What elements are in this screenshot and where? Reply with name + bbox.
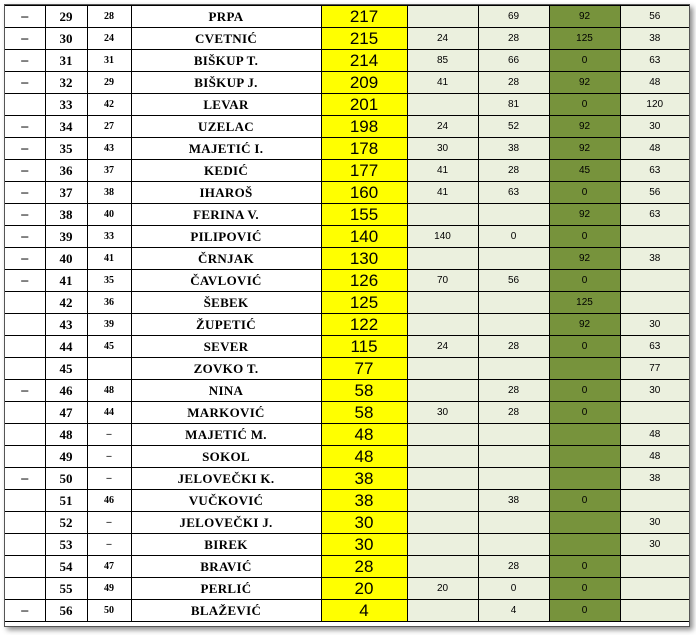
previous-position-cell: 28 xyxy=(87,6,131,28)
table-row xyxy=(5,336,689,358)
round-4-points-cell: 30 xyxy=(620,512,689,534)
table-row xyxy=(5,28,689,50)
previous-position-cell: 42 xyxy=(87,94,131,116)
position-cell: 37 xyxy=(45,182,87,204)
total-points-cell: 38 xyxy=(321,490,407,512)
round-1-points-cell: 41 xyxy=(407,160,478,182)
total-points-cell: 58 xyxy=(321,380,407,402)
total-points-cell: 177 xyxy=(321,160,407,182)
total-points-cell: 48 xyxy=(321,424,407,446)
total-points-cell: 115 xyxy=(321,336,407,358)
round-2-points-cell: 38 xyxy=(478,138,549,160)
trend-cell xyxy=(5,336,45,358)
round-2-points-cell xyxy=(478,292,549,314)
round-3-points-cell: 0 xyxy=(549,402,620,424)
round-3-points-cell: 92 xyxy=(549,204,620,226)
total-points-cell: 198 xyxy=(321,116,407,138)
position-cell: 47 xyxy=(45,402,87,424)
trend-cell xyxy=(5,534,45,556)
previous-position-cell: – xyxy=(87,424,131,446)
total-points-cell: 214 xyxy=(321,50,407,72)
table-row xyxy=(5,204,689,226)
round-1-points-cell: 70 xyxy=(407,270,478,292)
standings-table xyxy=(5,5,689,622)
player-name-cell: KEDIĆ xyxy=(131,160,321,182)
round-2-points-cell: 69 xyxy=(478,6,549,28)
position-cell: 44 xyxy=(45,336,87,358)
round-1-points-cell: 85 xyxy=(407,50,478,72)
table-row xyxy=(5,534,689,556)
round-3-points-cell: 0 xyxy=(549,270,620,292)
trend-cell: – xyxy=(5,204,45,226)
trend-cell: – xyxy=(5,28,45,50)
round-3-points-cell: 0 xyxy=(549,600,620,622)
round-4-points-cell: 120 xyxy=(620,94,689,116)
trend-cell xyxy=(5,292,45,314)
position-cell: 49 xyxy=(45,446,87,468)
round-4-points-cell: 63 xyxy=(620,160,689,182)
round-1-points-cell xyxy=(407,512,478,534)
round-3-points-cell: 0 xyxy=(549,578,620,600)
player-name-cell: ŠEBEK xyxy=(131,292,321,314)
round-4-points-cell xyxy=(620,402,689,424)
round-3-points-cell xyxy=(549,446,620,468)
round-3-points-cell: 92 xyxy=(549,6,620,28)
previous-position-cell: 39 xyxy=(87,314,131,336)
round-1-points-cell xyxy=(407,534,478,556)
round-2-points-cell xyxy=(478,204,549,226)
position-cell: 34 xyxy=(45,116,87,138)
round-3-points-cell: 0 xyxy=(549,380,620,402)
player-name-cell: JELOVEČKI K. xyxy=(131,468,321,490)
round-1-points-cell: 24 xyxy=(407,336,478,358)
total-points-cell: 215 xyxy=(321,28,407,50)
player-name-cell: MAJETIĆ M. xyxy=(131,424,321,446)
trend-cell xyxy=(5,556,45,578)
round-2-points-cell xyxy=(478,248,549,270)
round-4-points-cell xyxy=(620,292,689,314)
player-name-cell: IHAROŠ xyxy=(131,182,321,204)
round-3-points-cell: 92 xyxy=(549,314,620,336)
total-points-cell: 201 xyxy=(321,94,407,116)
player-name-cell: JELOVEČKI J. xyxy=(131,512,321,534)
table-row xyxy=(5,556,689,578)
round-3-points-cell: 0 xyxy=(549,94,620,116)
total-points-cell: 178 xyxy=(321,138,407,160)
table-row xyxy=(5,512,689,534)
table-row xyxy=(5,380,689,402)
round-1-points-cell xyxy=(407,468,478,490)
table-row xyxy=(5,182,689,204)
round-3-points-cell: 0 xyxy=(549,490,620,512)
round-2-points-cell xyxy=(478,534,549,556)
table-row xyxy=(5,6,689,28)
round-4-points-cell: 48 xyxy=(620,446,689,468)
total-points-cell: 38 xyxy=(321,468,407,490)
round-3-points-cell xyxy=(549,534,620,556)
round-2-points-cell: 0 xyxy=(478,578,549,600)
trend-cell xyxy=(5,94,45,116)
previous-position-cell xyxy=(87,358,131,380)
round-4-points-cell: 77 xyxy=(620,358,689,380)
round-4-points-cell: 56 xyxy=(620,6,689,28)
round-3-points-cell xyxy=(549,512,620,534)
position-cell: 33 xyxy=(45,94,87,116)
trend-cell: – xyxy=(5,116,45,138)
round-3-points-cell xyxy=(549,424,620,446)
round-3-points-cell: 0 xyxy=(549,336,620,358)
round-2-points-cell: 66 xyxy=(478,50,549,72)
round-2-points-cell xyxy=(478,358,549,380)
round-4-points-cell xyxy=(620,270,689,292)
trend-cell: – xyxy=(5,270,45,292)
previous-position-cell: 38 xyxy=(87,182,131,204)
round-3-points-cell: 0 xyxy=(549,182,620,204)
previous-position-cell: 29 xyxy=(87,72,131,94)
table-row xyxy=(5,490,689,512)
total-points-cell: 155 xyxy=(321,204,407,226)
player-name-cell: BIŠKUP T. xyxy=(131,50,321,72)
previous-position-cell: 40 xyxy=(87,204,131,226)
round-4-points-cell: 48 xyxy=(620,138,689,160)
trend-cell xyxy=(5,424,45,446)
table-row xyxy=(5,424,689,446)
position-cell: 36 xyxy=(45,160,87,182)
previous-position-cell: 50 xyxy=(87,600,131,622)
table-row xyxy=(5,94,689,116)
round-3-points-cell: 0 xyxy=(549,226,620,248)
previous-position-cell: 35 xyxy=(87,270,131,292)
player-name-cell: FERINA V. xyxy=(131,204,321,226)
trend-cell: – xyxy=(5,50,45,72)
previous-position-cell: 36 xyxy=(87,292,131,314)
trend-cell: – xyxy=(5,600,45,622)
round-2-points-cell: 4 xyxy=(478,600,549,622)
player-name-cell: LEVAR xyxy=(131,94,321,116)
player-name-cell: MAJETIĆ I. xyxy=(131,138,321,160)
player-name-cell: BLAŽEVIĆ xyxy=(131,600,321,622)
position-cell: 53 xyxy=(45,534,87,556)
round-4-points-cell: 63 xyxy=(620,50,689,72)
round-2-points-cell xyxy=(478,314,549,336)
round-1-points-cell xyxy=(407,490,478,512)
round-2-points-cell: 28 xyxy=(478,380,549,402)
total-points-cell: 4 xyxy=(321,600,407,622)
player-name-cell: BRAVIĆ xyxy=(131,556,321,578)
round-1-points-cell: 30 xyxy=(407,138,478,160)
player-name-cell: SOKOL xyxy=(131,446,321,468)
round-3-points-cell: 92 xyxy=(549,138,620,160)
round-4-points-cell: 38 xyxy=(620,248,689,270)
table-row xyxy=(5,446,689,468)
table-row xyxy=(5,600,689,622)
table-row xyxy=(5,468,689,490)
round-4-points-cell: 30 xyxy=(620,314,689,336)
total-points-cell: 125 xyxy=(321,292,407,314)
previous-position-cell: 47 xyxy=(87,556,131,578)
round-2-points-cell: 28 xyxy=(478,336,549,358)
round-4-points-cell: 38 xyxy=(620,468,689,490)
standings-frame xyxy=(4,4,690,627)
previous-position-cell: 44 xyxy=(87,402,131,424)
player-name-cell: VUČKOVIĆ xyxy=(131,490,321,512)
player-name-cell: CVETNIĆ xyxy=(131,28,321,50)
position-cell: 31 xyxy=(45,50,87,72)
total-points-cell: 209 xyxy=(321,72,407,94)
round-4-points-cell: 63 xyxy=(620,336,689,358)
round-4-points-cell xyxy=(620,490,689,512)
trend-cell: – xyxy=(5,138,45,160)
trend-cell xyxy=(5,446,45,468)
round-2-points-cell xyxy=(478,512,549,534)
total-points-cell: 30 xyxy=(321,534,407,556)
total-points-cell: 30 xyxy=(321,512,407,534)
trend-cell: – xyxy=(5,380,45,402)
position-cell: 48 xyxy=(45,424,87,446)
round-3-points-cell: 92 xyxy=(549,116,620,138)
round-2-points-cell: 28 xyxy=(478,28,549,50)
trend-cell: – xyxy=(5,248,45,270)
round-1-points-cell: 41 xyxy=(407,182,478,204)
player-name-cell: ŽUPETIĆ xyxy=(131,314,321,336)
round-2-points-cell: 81 xyxy=(478,94,549,116)
previous-position-cell: – xyxy=(87,446,131,468)
total-points-cell: 122 xyxy=(321,314,407,336)
round-4-points-cell xyxy=(620,556,689,578)
trend-cell xyxy=(5,358,45,380)
round-2-points-cell xyxy=(478,468,549,490)
round-4-points-cell: 48 xyxy=(620,424,689,446)
round-2-points-cell: 28 xyxy=(478,402,549,424)
trend-cell: – xyxy=(5,182,45,204)
trend-cell xyxy=(5,314,45,336)
trend-cell xyxy=(5,490,45,512)
round-2-points-cell: 56 xyxy=(478,270,549,292)
previous-position-cell: 37 xyxy=(87,160,131,182)
round-3-points-cell: 92 xyxy=(549,72,620,94)
trend-cell xyxy=(5,402,45,424)
position-cell: 42 xyxy=(45,292,87,314)
round-4-points-cell: 63 xyxy=(620,204,689,226)
round-3-points-cell: 45 xyxy=(549,160,620,182)
round-2-points-cell: 38 xyxy=(478,490,549,512)
previous-position-cell: 27 xyxy=(87,116,131,138)
previous-position-cell: 45 xyxy=(87,336,131,358)
table-row xyxy=(5,292,689,314)
trend-cell: – xyxy=(5,468,45,490)
table-row xyxy=(5,402,689,424)
round-4-points-cell: 30 xyxy=(620,380,689,402)
trend-cell xyxy=(5,512,45,534)
position-cell: 40 xyxy=(45,248,87,270)
position-cell: 39 xyxy=(45,226,87,248)
round-2-points-cell: 28 xyxy=(478,160,549,182)
round-1-points-cell xyxy=(407,204,478,226)
player-name-cell: ČAVLOVIĆ xyxy=(131,270,321,292)
table-row xyxy=(5,358,689,380)
round-4-points-cell xyxy=(620,600,689,622)
position-cell: 29 xyxy=(45,6,87,28)
position-cell: 38 xyxy=(45,204,87,226)
position-cell: 35 xyxy=(45,138,87,160)
round-4-points-cell xyxy=(620,226,689,248)
trend-cell xyxy=(5,578,45,600)
round-2-points-cell: 52 xyxy=(478,116,549,138)
previous-position-cell: – xyxy=(87,512,131,534)
table-row xyxy=(5,270,689,292)
position-cell: 46 xyxy=(45,380,87,402)
total-points-cell: 48 xyxy=(321,446,407,468)
round-3-points-cell xyxy=(549,468,620,490)
round-1-points-cell: 30 xyxy=(407,402,478,424)
previous-position-cell: 31 xyxy=(87,50,131,72)
previous-position-cell: 33 xyxy=(87,226,131,248)
total-points-cell: 217 xyxy=(321,6,407,28)
total-points-cell: 140 xyxy=(321,226,407,248)
player-name-cell: SEVER xyxy=(131,336,321,358)
round-1-points-cell xyxy=(407,380,478,402)
round-3-points-cell: 0 xyxy=(549,50,620,72)
round-1-points-cell xyxy=(407,248,478,270)
total-points-cell: 160 xyxy=(321,182,407,204)
player-name-cell: PRPA xyxy=(131,6,321,28)
table-row xyxy=(5,314,689,336)
round-4-points-cell: 38 xyxy=(620,28,689,50)
round-3-points-cell: 125 xyxy=(549,292,620,314)
round-2-points-cell: 28 xyxy=(478,556,549,578)
table-row xyxy=(5,138,689,160)
player-name-cell: ČRNJAK xyxy=(131,248,321,270)
round-1-points-cell xyxy=(407,292,478,314)
round-3-points-cell: 125 xyxy=(549,28,620,50)
round-1-points-cell xyxy=(407,600,478,622)
position-cell: 50 xyxy=(45,468,87,490)
table-row xyxy=(5,72,689,94)
total-points-cell: 130 xyxy=(321,248,407,270)
round-2-points-cell: 28 xyxy=(478,72,549,94)
position-cell: 41 xyxy=(45,270,87,292)
round-4-points-cell: 48 xyxy=(620,72,689,94)
table-row xyxy=(5,578,689,600)
player-name-cell: PERLIĆ xyxy=(131,578,321,600)
position-cell: 52 xyxy=(45,512,87,534)
round-1-points-cell xyxy=(407,94,478,116)
player-name-cell: MARKOVIĆ xyxy=(131,402,321,424)
player-name-cell: BIREK xyxy=(131,534,321,556)
round-1-points-cell: 24 xyxy=(407,28,478,50)
standings-rows xyxy=(5,6,689,622)
position-cell: 45 xyxy=(45,358,87,380)
position-cell: 32 xyxy=(45,72,87,94)
round-3-points-cell: 92 xyxy=(549,248,620,270)
trend-cell: – xyxy=(5,160,45,182)
table-row xyxy=(5,248,689,270)
trend-cell: – xyxy=(5,226,45,248)
player-name-cell: NINA xyxy=(131,380,321,402)
previous-position-cell: 48 xyxy=(87,380,131,402)
round-1-points-cell xyxy=(407,556,478,578)
total-points-cell: 20 xyxy=(321,578,407,600)
previous-position-cell: 24 xyxy=(87,28,131,50)
round-1-points-cell: 24 xyxy=(407,116,478,138)
round-1-points-cell xyxy=(407,6,478,28)
player-name-cell: ZOVKO T. xyxy=(131,358,321,380)
player-name-cell: UZELAC xyxy=(131,116,321,138)
round-4-points-cell: 56 xyxy=(620,182,689,204)
round-1-points-cell: 140 xyxy=(407,226,478,248)
round-1-points-cell: 20 xyxy=(407,578,478,600)
position-cell: 43 xyxy=(45,314,87,336)
table-row xyxy=(5,226,689,248)
trend-cell: – xyxy=(5,72,45,94)
previous-position-cell: 46 xyxy=(87,490,131,512)
total-points-cell: 126 xyxy=(321,270,407,292)
round-2-points-cell xyxy=(478,446,549,468)
previous-position-cell: – xyxy=(87,534,131,556)
previous-position-cell: 43 xyxy=(87,138,131,160)
total-points-cell: 28 xyxy=(321,556,407,578)
total-points-cell: 58 xyxy=(321,402,407,424)
previous-position-cell: 49 xyxy=(87,578,131,600)
trend-cell: – xyxy=(5,6,45,28)
round-2-points-cell: 63 xyxy=(478,182,549,204)
position-cell: 51 xyxy=(45,490,87,512)
round-1-points-cell xyxy=(407,358,478,380)
player-name-cell: PILIPOVIĆ xyxy=(131,226,321,248)
position-cell: 54 xyxy=(45,556,87,578)
table-row xyxy=(5,50,689,72)
previous-position-cell: 41 xyxy=(87,248,131,270)
round-1-points-cell xyxy=(407,314,478,336)
table-row xyxy=(5,116,689,138)
table-row xyxy=(5,160,689,182)
total-points-cell: 77 xyxy=(321,358,407,380)
previous-position-cell: – xyxy=(87,468,131,490)
round-3-points-cell: 0 xyxy=(549,556,620,578)
round-1-points-cell: 41 xyxy=(407,72,478,94)
round-4-points-cell xyxy=(620,578,689,600)
position-cell: 55 xyxy=(45,578,87,600)
round-2-points-cell: 0 xyxy=(478,226,549,248)
round-3-points-cell xyxy=(549,358,620,380)
player-name-cell: BIŠKUP J. xyxy=(131,72,321,94)
round-4-points-cell: 30 xyxy=(620,534,689,556)
round-1-points-cell xyxy=(407,446,478,468)
position-cell: 56 xyxy=(45,600,87,622)
round-4-points-cell: 30 xyxy=(620,116,689,138)
round-2-points-cell xyxy=(478,424,549,446)
round-1-points-cell xyxy=(407,424,478,446)
position-cell: 30 xyxy=(45,28,87,50)
